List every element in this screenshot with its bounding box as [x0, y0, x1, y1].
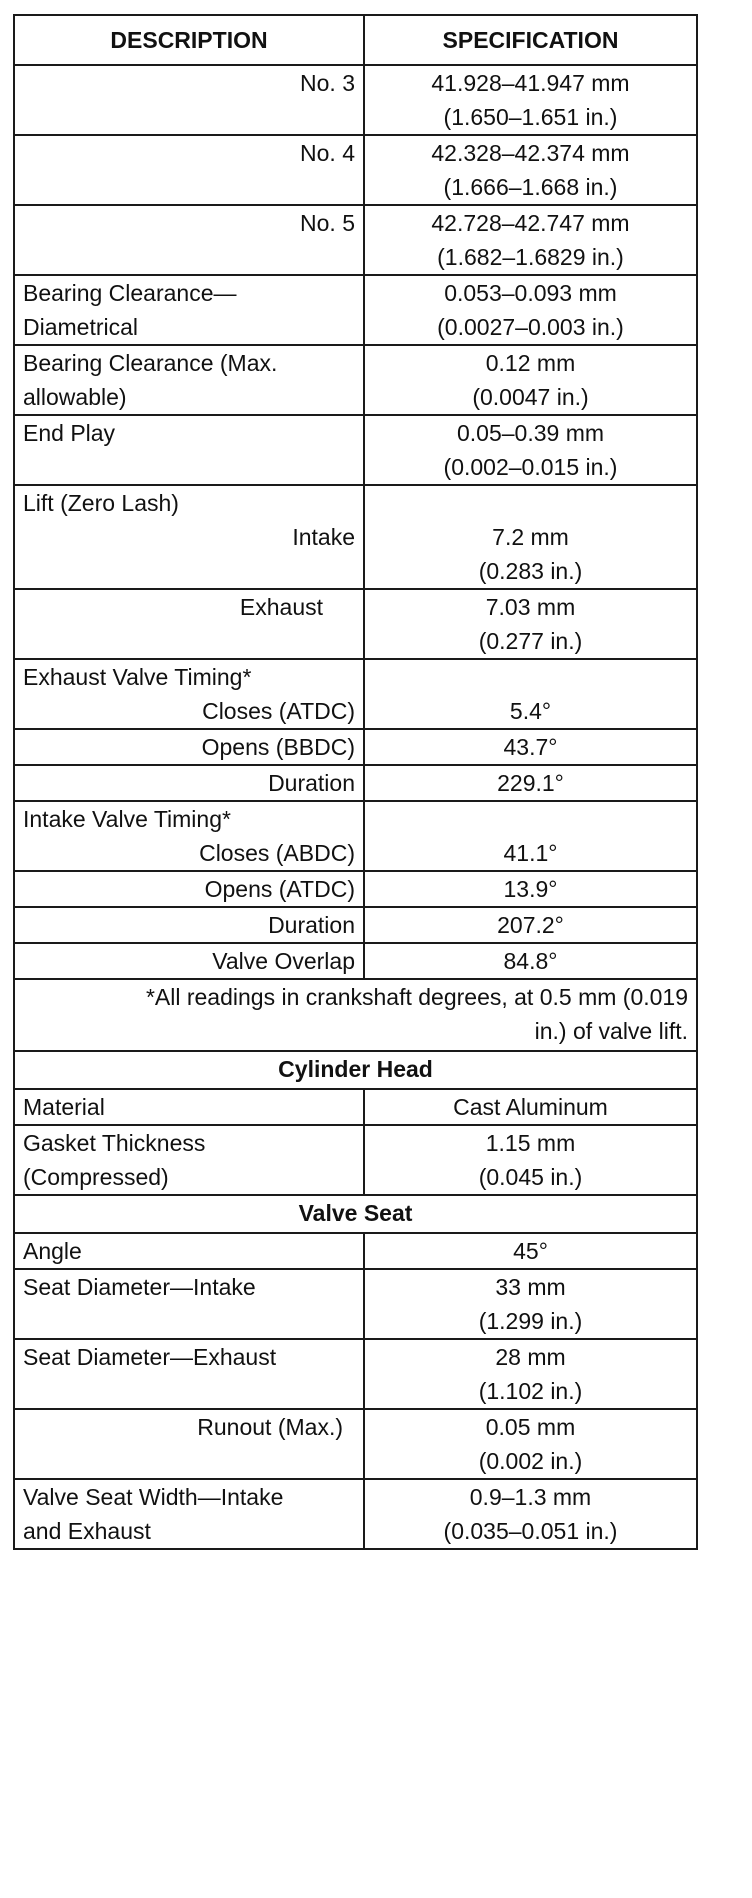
journal-label: No. 4: [14, 135, 364, 205]
lift-intake: Intake: [292, 524, 355, 550]
intake-duration-spec: 207.2°: [364, 907, 697, 943]
table-row: [14, 729, 697, 765]
spec-mm: 42.328–42.374 mm: [431, 140, 630, 166]
journal-label: No. 5: [14, 205, 364, 275]
end-play-spec: [364, 415, 697, 485]
table-row: [14, 1339, 697, 1409]
table-row: [14, 1233, 697, 1269]
seat-width-label: [14, 1479, 364, 1549]
valve-overlap-spec: 84.8°: [364, 943, 697, 979]
material-spec: Cast Aluminum: [364, 1089, 697, 1125]
spec-mm: 41.928–41.947 mm: [431, 70, 630, 96]
exhaust-opens-spec: 43.7°: [364, 729, 697, 765]
footnote-row: [14, 979, 697, 1051]
footnote: [14, 979, 697, 1051]
spec-in: (1.299 in.): [478, 1308, 583, 1334]
exhaust-closes: Closes (ATDC): [202, 698, 355, 724]
intake-duration-label: Duration: [14, 907, 364, 943]
label-line: and Exhaust: [23, 1518, 151, 1544]
section-row: [14, 1051, 697, 1089]
label-line: (Compressed): [23, 1164, 169, 1190]
journal-spec: [364, 65, 697, 135]
gasket-label: [14, 1125, 364, 1195]
header-row: [14, 15, 697, 65]
footnote-line: *All readings in crankshaft degrees, at 0.5 mm (0.019: [145, 984, 688, 1010]
spec-mm: 28 mm: [495, 1344, 566, 1370]
journal-spec: [364, 135, 697, 205]
exhaust-closes-spec: 5.4°: [364, 659, 697, 729]
angle-label: Angle: [14, 1233, 364, 1269]
exhaust-timing-heading: Exhaust Valve Timing*: [23, 664, 252, 690]
spec-mm: 0.9–1.3 mm: [469, 1484, 592, 1510]
table-row: [14, 345, 697, 415]
seat-width-spec: [364, 1479, 697, 1549]
angle-spec: 45°: [364, 1233, 697, 1269]
gasket-spec: [364, 1125, 697, 1195]
table-row: [14, 907, 697, 943]
label-line: Gasket Thickness: [23, 1130, 206, 1156]
spec-sheet: [13, 14, 696, 1550]
lift-intake-label: [14, 485, 364, 589]
lift-heading: Lift (Zero Lash): [23, 490, 179, 516]
runout-spec: [364, 1409, 697, 1479]
label-line: allowable): [23, 384, 127, 410]
spec-mm: 7.2 mm: [492, 524, 569, 550]
spec-mm: 0.05–0.39 mm: [456, 420, 605, 446]
table-row: [14, 659, 697, 729]
table-row: [14, 765, 697, 801]
intake-closes-spec: 41.1°: [364, 801, 697, 871]
spec-in: (0.002–0.015 in.): [443, 454, 618, 480]
journal-label: No. 3: [14, 65, 364, 135]
section-row: [14, 1195, 697, 1233]
lift-exhaust-label: Exhaust: [14, 589, 364, 659]
specification-table: [13, 14, 698, 1550]
table-row: [14, 1125, 697, 1195]
spec-in: (0.0047 in.): [472, 384, 589, 410]
exhaust-opens-label: Opens (BBDC): [14, 729, 364, 765]
spec-in: (0.035–0.051 in.): [443, 1518, 618, 1544]
table-row: [14, 205, 697, 275]
section-title-cylinder-head: Cylinder Head: [14, 1051, 697, 1089]
table-row: [14, 801, 697, 871]
material-label: Material: [14, 1089, 364, 1125]
table-row: [14, 589, 697, 659]
spec-in: (1.666–1.668 in.): [443, 174, 618, 200]
exhaust-duration-label: Duration: [14, 765, 364, 801]
label-line: Diametrical: [23, 314, 139, 340]
section-title-valve-seat: Valve Seat: [14, 1195, 697, 1233]
spec-mm: 7.03 mm: [485, 594, 576, 620]
table-row: [14, 1089, 697, 1125]
spec-mm: 0.053–0.093 mm: [444, 280, 617, 306]
seat-diameter-intake-spec: [364, 1269, 697, 1339]
runout-label: Runout (Max.): [14, 1409, 364, 1479]
label-line: Bearing Clearance (Max.: [23, 350, 278, 376]
table-row: [14, 943, 697, 979]
spec-in: (1.102 in.): [478, 1378, 583, 1404]
spec-in: (0.277 in.): [478, 628, 583, 654]
intake-closes: Closes (ABDC): [199, 840, 355, 866]
seat-diameter-exhaust-label: Seat Diameter—Exhaust: [14, 1339, 364, 1409]
exhaust-timing-closes-label: [14, 659, 364, 729]
spec-mm: 33 mm: [495, 1274, 566, 1300]
spec-in: (0.0027–0.003 in.): [437, 314, 624, 340]
bearing-clearance-label: [14, 275, 364, 345]
table-row: [14, 485, 697, 589]
end-play-label: End Play: [14, 415, 364, 485]
bearing-clearance-spec: [364, 275, 697, 345]
valve-overlap-label: Valve Overlap: [14, 943, 364, 979]
label-line: Bearing Clearance—: [23, 280, 237, 306]
intake-opens-label: Opens (ATDC): [14, 871, 364, 907]
bearing-clearance-max-spec: [364, 345, 697, 415]
table-row: [14, 1479, 697, 1549]
table-row: [14, 1269, 697, 1339]
spec-in: (1.650–1.651 in.): [443, 104, 618, 130]
table-row: [14, 135, 697, 205]
header-description: DESCRIPTION: [14, 15, 364, 65]
lift-intake-spec: [364, 485, 697, 589]
footnote-line: in.) of valve lift.: [534, 1018, 688, 1044]
spec-in: (0.002 in.): [478, 1448, 583, 1474]
label-line: Valve Seat Width—Intake: [23, 1484, 284, 1510]
table-row: [14, 275, 697, 345]
table-row: [14, 871, 697, 907]
bearing-clearance-max-label: [14, 345, 364, 415]
header-specification: SPECIFICATION: [364, 15, 697, 65]
exhaust-duration-spec: 229.1°: [364, 765, 697, 801]
table-row: [14, 415, 697, 485]
intake-timing-heading: Intake Valve Timing*: [23, 806, 231, 832]
lift-exhaust-spec: [364, 589, 697, 659]
intake-opens-spec: 13.9°: [364, 871, 697, 907]
intake-timing-closes-label: [14, 801, 364, 871]
spec-in: (1.682–1.6829 in.): [437, 244, 624, 270]
seat-diameter-exhaust-spec: [364, 1339, 697, 1409]
spec-mm: 42.728–42.747 mm: [431, 210, 630, 236]
table-row: [14, 65, 697, 135]
spec-mm: 0.12 mm: [485, 350, 576, 376]
spec-mm: 0.05 mm: [485, 1414, 576, 1440]
seat-diameter-intake-label: Seat Diameter—Intake: [14, 1269, 364, 1339]
table-row: [14, 1409, 697, 1479]
spec-in: (0.045 in.): [478, 1164, 583, 1190]
journal-spec: [364, 205, 697, 275]
spec-mm: 1.15 mm: [485, 1130, 576, 1156]
spec-in: (0.283 in.): [478, 558, 583, 584]
